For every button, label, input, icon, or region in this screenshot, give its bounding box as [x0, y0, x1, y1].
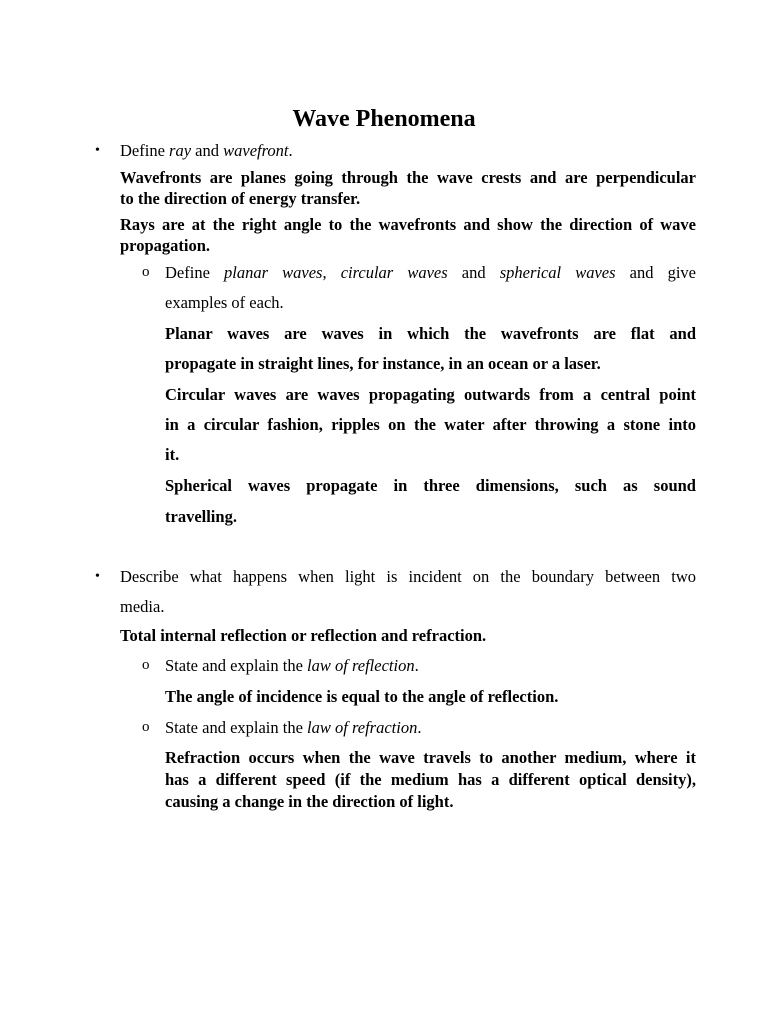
question-text: and	[461, 263, 486, 282]
answer-refraction-line: Refraction occurs when the wave travels to another medium, where it	[165, 748, 696, 767]
answer-boundary: Total internal reflection or reflection and refraction.	[120, 626, 487, 645]
answer-circular-line: it.	[165, 445, 180, 464]
page-title: Wave Phenomena	[292, 106, 476, 132]
question-text: .	[414, 656, 419, 675]
bullet-marker: •	[95, 143, 100, 158]
bullet-marker: •	[95, 569, 100, 584]
term-ray: ray	[169, 141, 192, 160]
term-planar-waves: planar waves	[224, 263, 323, 282]
sub-bullet-marker: o	[142, 264, 150, 280]
term-law-of-reflection: law of reflection	[307, 656, 415, 675]
answer-spherical-line: Spherical waves propagate in three dimensions, such as sound	[165, 476, 696, 495]
sub-bullet-marker: o	[142, 657, 150, 673]
question-text: and	[195, 141, 219, 160]
answer-circular-line: in a circular fashion, ripples on the water after throwing a stone into	[165, 415, 696, 434]
question-text: and give	[629, 263, 697, 282]
question-text: State and explain the	[165, 656, 303, 675]
question-boundary-line: Describe what happens when light is incident on the boundary between two	[120, 567, 696, 586]
question-text: .	[417, 718, 422, 737]
term-spherical-waves: spherical waves	[499, 263, 616, 282]
term-circular-waves: circular waves	[340, 263, 448, 282]
question-text: ,	[322, 263, 327, 282]
question-law-of-refraction	[165, 718, 421, 738]
question-text: Define	[165, 263, 210, 282]
answer-rays-line: propagation.	[120, 236, 211, 255]
question-define-waves-line: examples of each.	[165, 293, 284, 312]
answer-rays-line: Rays are at the right angle to the wavefronts and show the direction of wave	[120, 215, 696, 234]
term-wavefront: wavefront	[223, 141, 289, 160]
question-text: State and explain the	[165, 718, 303, 737]
answer-wavefronts-line: Wavefronts are planes going through the wave crests and are perpendicular	[120, 168, 696, 187]
answer-refraction-line: has a different speed (if the medium has a different optical density),	[165, 770, 696, 789]
answer-planar-line: Planar waves are waves in which the wavefronts are flat and	[165, 324, 696, 343]
question-define-waves	[165, 263, 696, 283]
question-define-ray-wavefront	[120, 141, 293, 161]
term-law-of-refraction: law of refraction	[307, 718, 418, 737]
question-text: Define	[120, 141, 165, 160]
answer-planar-line: propagate in straight lines, for instance, in an ocean or a laser.	[165, 354, 601, 373]
answer-law-of-reflection: The angle of incidence is equal to the angle of reflection.	[165, 687, 559, 706]
answer-spherical-line: travelling.	[165, 507, 237, 526]
question-text: .	[288, 141, 293, 160]
sub-bullet-marker: o	[142, 719, 150, 735]
question-boundary-line: media.	[120, 597, 165, 616]
answer-wavefronts-line: to the direction of energy transfer.	[120, 189, 361, 208]
answer-refraction-line: causing a change in the direction of light.	[165, 792, 454, 811]
answer-circular-line: Circular waves are waves propagating outwards from a central point	[165, 385, 696, 404]
question-law-of-reflection	[165, 656, 419, 676]
